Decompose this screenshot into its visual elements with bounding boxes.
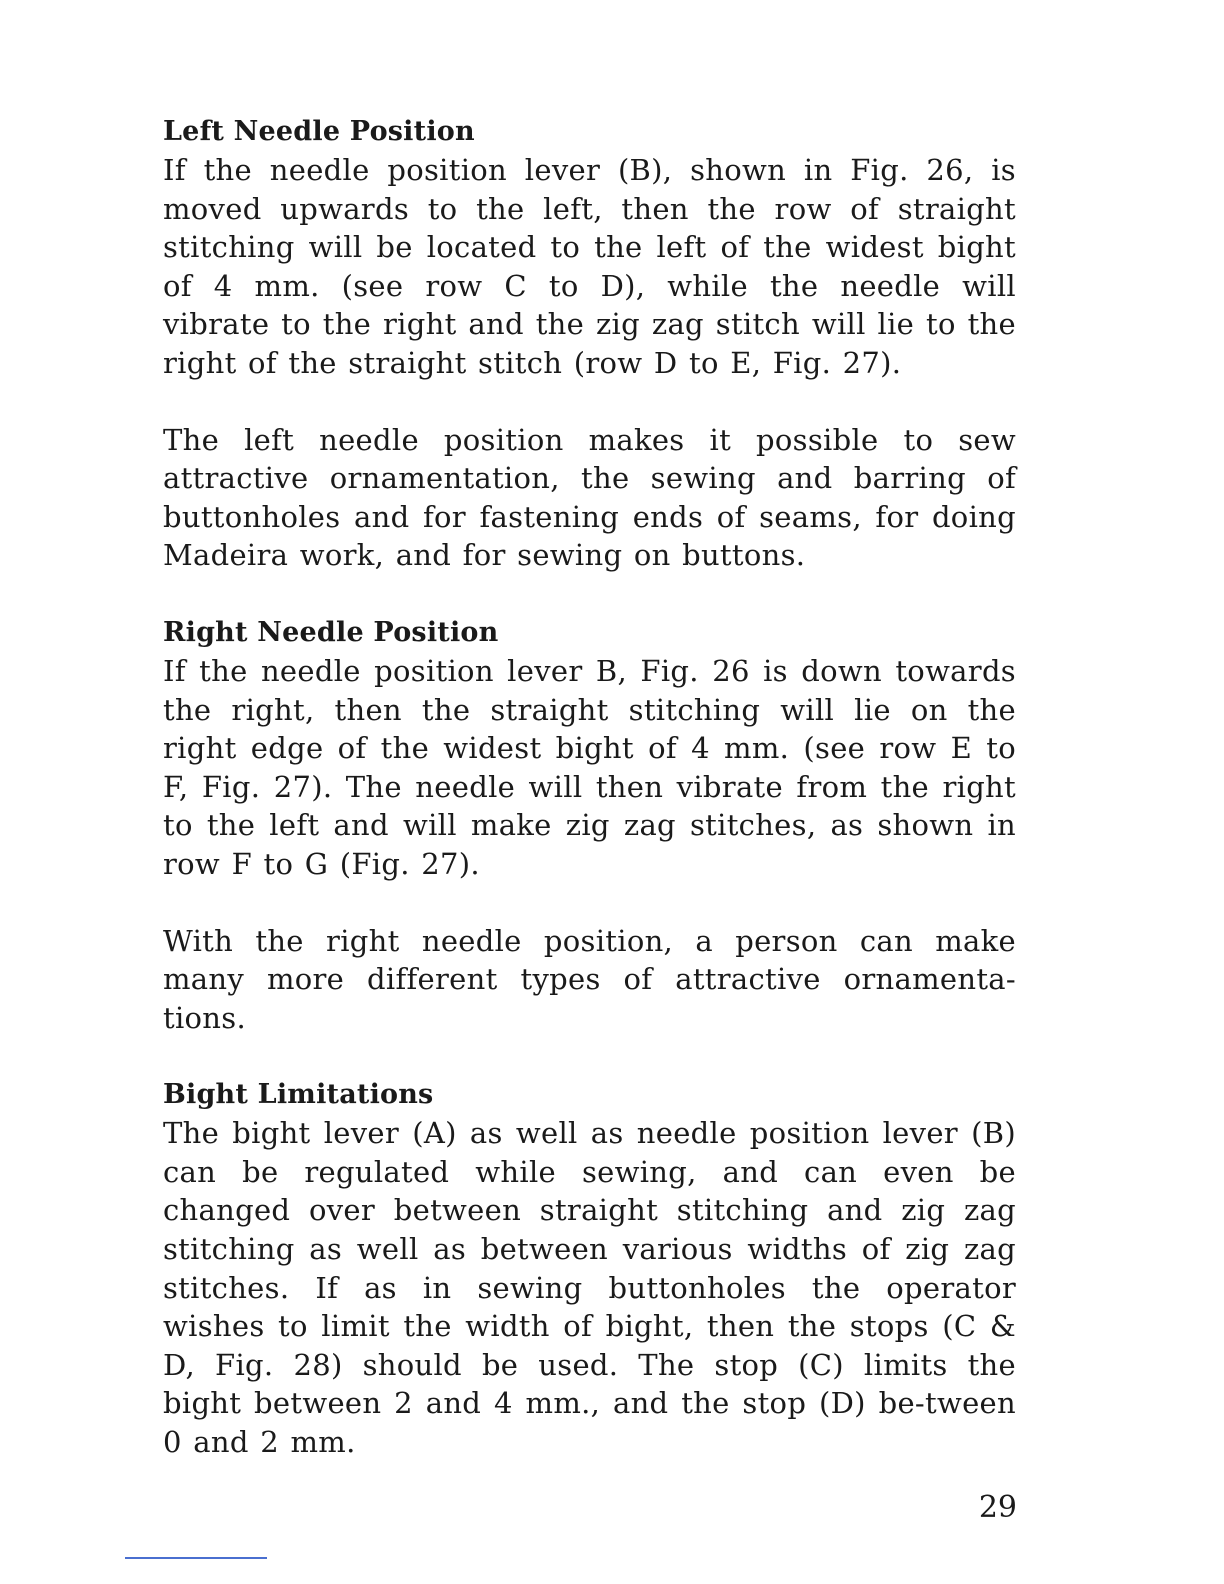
section-heading-right-needle-position: Right Needle Position <box>163 616 499 648</box>
manual-page-text <box>163 112 1016 1462</box>
paragraph-gap <box>163 884 1016 922</box>
paragraph-left-needle-2: The left needle position makes it possible to sew attractive ornamentation, the sewing and barring of buttonholes and for fastening ends of seams, for doing Madeira work, and for sewing on buttons. <box>163 422 1016 573</box>
page-number: 29 <box>978 1490 1017 1525</box>
section-heading-left-needle-position: Left Needle Position <box>163 116 475 147</box>
paragraph-left-needle-1: If the needle position lever (B), shown in Fig. 26, is moved upwards to the left, then the row of straight stitching will be located to the left of the widest bight of 4 mm. (see row C to D), while the needle will vibrate to the right and the zig zag stitch will lie to the right of the straight stitch (row D to E, Fig. 27). <box>163 153 1016 380</box>
paragraph-right-needle-1: If the needle position lever B, Fig. 26 is down towards the right, then the straight stitching will lie on the right edge of the widest bight of 4 mm. (see row E to F, Fig. 27). The needle will then vibrate from the right to the left and will make zig zag stitches, as shown in row F to G (Fig. 27). <box>163 653 1016 881</box>
section-gap <box>163 1037 1016 1075</box>
paragraph-bight-limitations: The bight lever (A) as well as needle position lever (B) can be regulated while sewing, and can even be changed over between straight stitching and zig zag stitching as well as between various widths of zig zag stitches. If as in sewing buttonholes the operator wishes to limit the width of bight, then the stops (C & D, Fig. 28) should be used. The stop (C) limits the bight between 2 and 4 mm., and the stop (D) be-tween 0 and 2 mm. <box>163 1116 1016 1460</box>
paragraph-gap <box>163 383 1016 421</box>
section-gap <box>163 575 1016 613</box>
scan-edge-mark <box>125 1557 267 1559</box>
section-heading-bight-limitations: Bight Limitations <box>163 1079 434 1111</box>
paragraph-right-needle-2: With the right needle position, a person can make many more different types of attractive ornamenta-tions. <box>163 923 1016 1035</box>
